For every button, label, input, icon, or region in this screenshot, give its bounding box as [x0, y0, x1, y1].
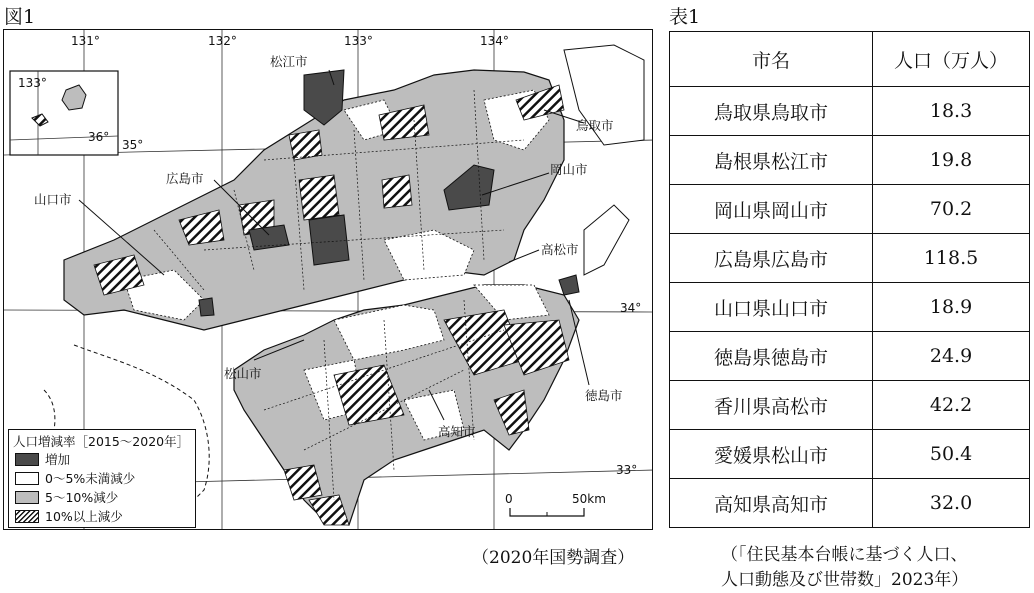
scale-distance-label: 50km: [572, 492, 606, 506]
scale-bar-line: [502, 506, 602, 520]
city-name-cell: 鳥取県鳥取市: [670, 87, 873, 136]
population-cell: 19.8: [873, 136, 1030, 185]
table-row: [670, 381, 1030, 430]
table-caption-line1: （「住民基本台帳に基づく人口、: [721, 545, 968, 565]
population-cell: 18.9: [873, 283, 1030, 332]
legend-item-under5: [15, 469, 135, 487]
table-caption-line2: 人口動態及び世帯数」2023年）: [721, 570, 969, 590]
city-name-cell: 徳島県徳島市: [670, 332, 873, 381]
legend-swatch-hatched: [15, 510, 39, 523]
city-label-tottori: 鳥取市: [576, 118, 614, 133]
population-cell: 50.4: [873, 430, 1030, 479]
legend-swatch-white: [15, 472, 39, 485]
population-cell: 70.2: [873, 185, 1030, 234]
population-cell: 24.9: [873, 332, 1030, 381]
header-city-name: 市名: [670, 32, 873, 87]
lon-134-label: 134°: [480, 34, 509, 48]
table-row: [670, 234, 1030, 283]
legend-label: 0～5%未満減少: [45, 471, 136, 486]
legend-item-over10: [15, 507, 123, 525]
legend-item-5to10: [15, 488, 118, 506]
lat-35-label: 35°: [122, 138, 144, 152]
table-row: [670, 283, 1030, 332]
scale-zero-label: 0: [505, 492, 513, 506]
table-row: [670, 332, 1030, 381]
population-cell: 118.5: [873, 234, 1030, 283]
city-label-matsue: 松江市: [270, 54, 308, 69]
inset-lon-label: 133°: [18, 76, 47, 90]
table-row: [670, 479, 1030, 528]
city-label-okayama: 岡山市: [550, 162, 588, 177]
legend-swatch-dark: [15, 453, 39, 466]
scale-bar: [502, 492, 606, 526]
table-caption: [721, 543, 968, 593]
lon-131-label: 131°: [71, 34, 100, 48]
map-figure: [3, 29, 653, 530]
lon-132-label: 132°: [208, 34, 237, 48]
city-label-matsuyama: 松山市: [224, 366, 262, 381]
city-name-cell: 山口県山口市: [670, 283, 873, 332]
table-title: 表1: [669, 6, 701, 28]
table-header-row: [670, 32, 1030, 87]
legend-label: 5～10%減少: [45, 490, 119, 505]
city-name-cell: 広島県広島市: [670, 234, 873, 283]
city-name-cell: 島根県松江市: [670, 136, 873, 185]
city-name-cell: 香川県高松市: [670, 381, 873, 430]
header-population: 人口（万人）: [873, 32, 1030, 87]
legend-title: 人口増減率［2015～2020年］: [13, 434, 190, 449]
city-name-cell: 高知県高知市: [670, 479, 873, 528]
table-row: [670, 430, 1030, 479]
population-cell: 42.2: [873, 381, 1030, 430]
city-label-hiroshima: 広島市: [166, 171, 204, 186]
table-row: [670, 185, 1030, 234]
legend-swatch-gray: [15, 491, 39, 504]
table-row: [670, 136, 1030, 185]
city-label-tokushima: 徳島市: [585, 388, 623, 403]
lat-33-label: 33°: [616, 463, 638, 477]
table-row: [670, 87, 1030, 136]
lon-133-label: 133°: [344, 34, 373, 48]
city-name-cell: 愛媛県松山市: [670, 430, 873, 479]
city-name-cell: 岡山県岡山市: [670, 185, 873, 234]
city-label-kochi: 高知市: [438, 424, 476, 439]
figure-caption: （2020年国勢調査）: [472, 548, 635, 568]
city-label-yamaguchi: 山口市: [34, 192, 72, 207]
population-cell: 32.0: [873, 479, 1030, 528]
inset-lat-label: 36°: [88, 130, 110, 144]
lat-34-label: 34°: [620, 301, 642, 315]
legend-item-increase: [15, 450, 70, 468]
legend-label: 10%以上減少: [45, 509, 123, 524]
map-legend: [8, 429, 196, 528]
legend-label: 増加: [45, 452, 71, 467]
population-cell: 18.3: [873, 87, 1030, 136]
city-label-takamatsu: 高松市: [541, 242, 579, 257]
figure-title: 図1: [4, 6, 36, 28]
population-table: [669, 31, 1030, 528]
